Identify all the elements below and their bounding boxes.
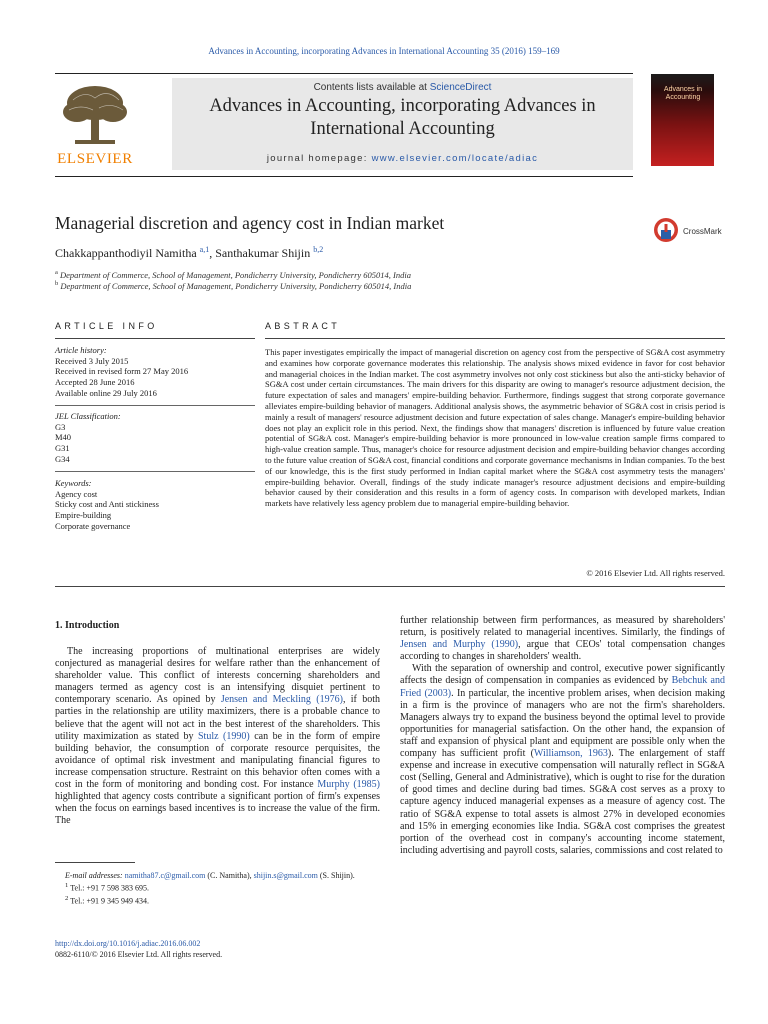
contents-line (172, 82, 633, 93)
body-text: highlighted that agency costs contribute a significant portion of firm's expenses when the focus on earnings based incentives is to increase the value of the firm. The (55, 791, 380, 827)
email-footnote (55, 871, 380, 881)
elsevier-wordmark: ELSEVIER (57, 151, 133, 167)
citation-link[interactable]: Murphy (1985) (317, 779, 381, 791)
keywords-label: Keywords: (55, 478, 92, 488)
history-item: Accepted 28 June 2016 (55, 377, 135, 388)
body-text: ). The enlargement of staff expense and increase in executive compensation will naturally reflect in SG&A cost (Selling, General and Administrative), which is ought to rise for the duration of good times and decline during bad times. SG&A cost serves as a proxy to capture agency induced managerial expenses as a measure of agency cost. The ratio of SG&A expense to total assets is almost 27% in developed economies and 15% in emerging economies like India. SG&A cost comprises the greatest portion of the overhead cost in company's accounting income statement, including advertising and payroll costs, salaries, commissions and cost related to (400, 748, 726, 856)
affiliation-mark: b (55, 280, 59, 287)
header-top-rule (55, 73, 633, 74)
citation-link[interactable]: Bebchuk and Fried (2003) (400, 675, 725, 699)
affiliation-text: Department of Commerce, School of Management, Pondicherry University, Pondicherry 605014, India (60, 269, 411, 280)
email-owner: (C. Namitha), (207, 871, 252, 880)
author-affiliation-mark[interactable]: a,1 (199, 245, 210, 254)
article-info-rule (55, 338, 255, 339)
author-list: Chakkappanthodiyil Namitha $^{a,1}$, Santhakumar Shijin $^{b,2}$ (55, 245, 324, 260)
homepage-prefix: journal homepage: (266, 153, 372, 164)
contents-prefix: Contents lists available at (313, 82, 430, 93)
keywords (55, 478, 255, 532)
journal-title (172, 95, 633, 141)
jel-code: M40 (55, 432, 72, 443)
history-item: Received in revised form 27 May 2016 (55, 366, 189, 377)
paragraph (400, 663, 725, 857)
section-heading-introduction: 1. Introduction (55, 620, 120, 631)
keyword: Sticky cost and Anti stickiness (55, 499, 159, 510)
body-column-left (55, 646, 380, 827)
journal-title-line-2: International Accounting (310, 119, 495, 139)
affiliation-text: Department of Commerce, School of Management, Pondicherry University, Pondicherry 605014, India (60, 280, 412, 291)
affiliation-b (55, 280, 411, 291)
tel-footnote: $^1$ Tel.: +91 7 598 383 695. (65, 882, 150, 893)
tel-text: Tel.: +91 9 345 949 434. (70, 896, 150, 906)
email-owner: (S. Shijin). (319, 871, 355, 880)
email-link[interactable]: namitha87.c@gmail.com (124, 871, 206, 880)
journal-title-line-1: Advances in Accounting, incorporating Advances in (209, 96, 596, 116)
email-label: E-mail addresses: (65, 871, 123, 880)
keyword: Empire-building (55, 510, 112, 521)
journal-cover-title: Advances in Accounting (663, 86, 703, 101)
footnote-rule (55, 862, 135, 863)
citation-link[interactable]: Jensen and Meckling (1976) (220, 694, 343, 706)
jel-classification (55, 411, 255, 465)
journal-homepage-line (172, 153, 633, 164)
issn-copyright: 0882-6110/© 2016 Elsevier Ltd. All rights reserved. (55, 949, 223, 959)
body-text: further relationship between firm performances, as measured by shareholders' return, is positively related to managerial incentives. Similarly, the findings of (400, 615, 725, 639)
email-link[interactable]: shijin.s@gmail.com (253, 871, 318, 880)
body-text: . In particular, the incentive problem arises, when decision making in a firm is the province of managers who are not the firm's shareholders. Managers always try to expand the business beyond the optimal level to provide opportunities for managerial satisfaction. On the other hand, the expansion of staff and expansion of physical plant and equipment are possible only when the company has sufficient profit ( (400, 687, 725, 760)
affiliation-mark: a (55, 269, 58, 276)
article-history (55, 345, 255, 399)
jel-code: G3 (55, 421, 66, 432)
jel-code: G31 (55, 443, 70, 454)
info-divider (55, 405, 255, 406)
tel-text: Tel.: +91 7 598 383 695. (70, 883, 150, 893)
history-item: Available online 29 July 2016 (55, 387, 157, 398)
abstract-bottom-rule (55, 586, 725, 587)
author-name: Chakkappanthodiyil Namitha (55, 246, 197, 260)
body-text: With the separation of ownership and control, executive power significantly affects the design of compensation in companies as evidenced by (400, 663, 725, 687)
abstract-text: This paper investigates empirically the impact of managerial discretion on agency cost from the perspective of SG&A cost asymmetry and examines how corporate governance moderates this relationship. The analysis shows mixed evidence in favor for cost behavior and managerial choices in the Indian market. The cost asymmetry involves not only cost stickiness but also the anti-sticky behavior of SG&A cost under certain circumstances. The main drivers for this disparity are owing to manager's resource adjustment decision, the future expectation of sales and managers' empire-building behavior. Furthermore, findings suggest that strong corporate governance alleviates empire-building behavior of managers. Additional analysis shows, the asymmetric behavior of SG&A cost in crisis period is mainly a result of managers' resource adjustment decision and future expectation of sales change. Manager's empire-building behavior does not play an explicit role in this period. Next, the findings show that managers' discretion is influenced by future value creation potential of SG&A cost. Manager's empire-building behavior is more pronounced in low-value creation sample firms compared to high-value creation sample. Thus, manager's choice for resource adjustment decision and empire-building behavior changes according to the future value creation of SG&A cost, financial conditions and corporate governance mechanisms in Indian companies. To the best of our knowledge, this is the first study performed in Indian capital market where the SG&A cost asymmetry tests the managers' empire-building behavior. Overall, findings of the study indicate manager's resource adjustment decisions and empire-building behavior caused by their consideration and this results in a form of agency costs. In comparison with developed markets, Indian markets have relatively less agency problem due to managerial empire-building behavior. (265, 347, 725, 509)
doi-link[interactable]: http://dx.doi.org/10.1016/j.adiac.2016.06.002 (55, 939, 201, 948)
abstract-heading: ABSTRACT (265, 321, 341, 331)
doi-block (55, 939, 222, 960)
article-title: Managerial discretion and agency cost in Indian market (55, 213, 445, 233)
history-label: Article history: (55, 345, 107, 355)
citation-link[interactable]: Williamson, 1963 (533, 748, 608, 760)
abstract-rule (265, 338, 725, 339)
footnotes (55, 871, 380, 907)
crossmark-icon[interactable] (653, 217, 679, 243)
citation-link[interactable]: Stulz (1990) (198, 730, 250, 742)
body-column-right (400, 615, 725, 857)
citation-link[interactable]: Jensen and Murphy (1990) (400, 639, 519, 651)
jel-code: G34 (55, 453, 70, 464)
header-bottom-rule (55, 176, 633, 177)
author-name: Santhakumar Shijin (215, 246, 311, 260)
body-text: can be in the form of empire building behavior, the consumption of corporate resource perquisites, the avoidance of optimal risk investment and manipulating financial figures to increase compensation structure. Restraint on this behavior often comes with a cost in the form of monitoring and bonding cost. For instance (55, 730, 381, 791)
sciencedirect-link[interactable]: ScienceDirect (429, 82, 492, 93)
tel-footnote: $^2$ Tel.: +91 9 345 949 434. (65, 895, 150, 906)
homepage-link[interactable]: www.elsevier.com/locate/adiac (371, 153, 539, 164)
journal-citation[interactable]: Advances in Accounting, incorporating Advances in International Accounting 35 (2016) 159–169 (208, 46, 560, 56)
abstract-copyright: © 2016 Elsevier Ltd. All rights reserved. (586, 568, 725, 578)
info-divider (55, 471, 255, 472)
keyword: Corporate governance (55, 520, 131, 531)
crossmark-label[interactable]: CrossMark (683, 227, 722, 236)
jel-label: JEL Classification: (55, 411, 121, 421)
affiliation-a (55, 269, 411, 280)
history-item: Received 3 July 2015 (55, 355, 129, 366)
keyword: Agency cost (55, 488, 98, 499)
body-text: , if both parties in the relationship are utility maximizers, there is a probable chance to believe that the agent will not act in the best interest of the shareholders. This utility maximization as stated by (55, 694, 380, 742)
paragraph (55, 646, 380, 827)
body-text: The increasing proportions of multinational enterprises are widely conjectured as managerial desires for welfare rather than the enhancement of shareholder value. This conflict of interests concerning shareholders and managers termed as agency cost is an intensifying disquiet pertinent to contemporary scenario. As opined by (55, 646, 380, 706)
body-text: , argue that CEOs' total compensation changes according to changes in shareholders' wealth. (400, 639, 725, 663)
paragraph (400, 615, 725, 663)
author-affiliation-mark[interactable]: b,2 (313, 245, 324, 254)
article-info-heading: ARTICLE INFO (55, 321, 158, 331)
